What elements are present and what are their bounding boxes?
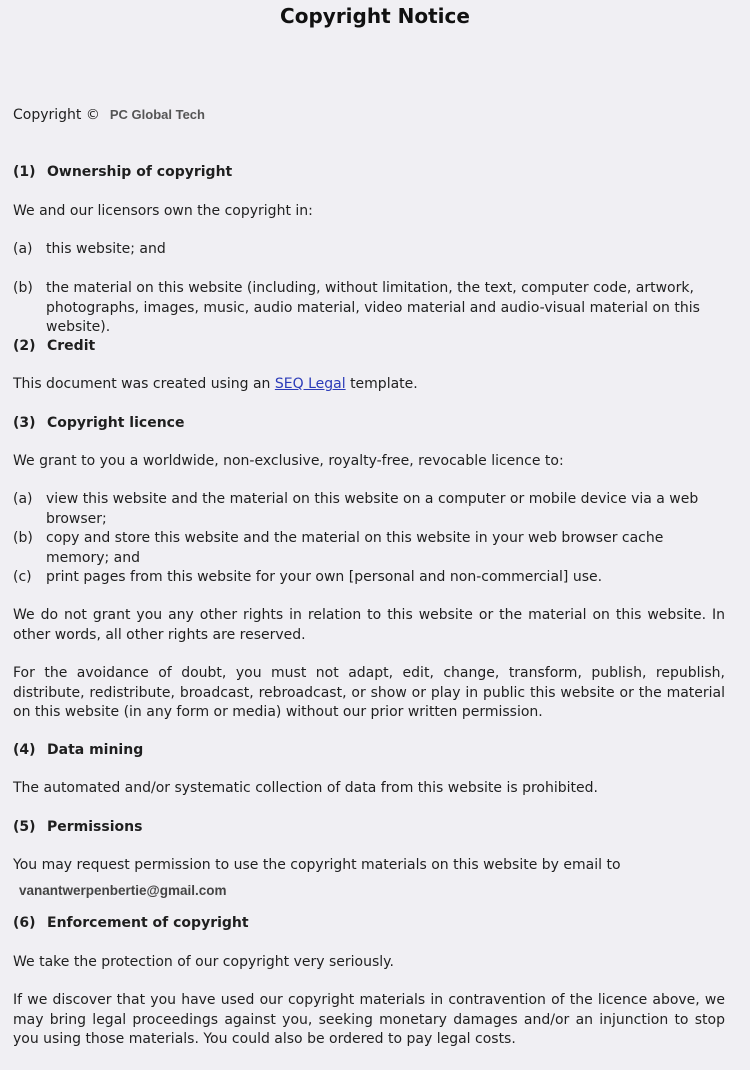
section-3-paragraph-1: We do not grant you any other rights in relation to this website or the material on this website. In other words, all other rights are reserved. bbox=[13, 607, 725, 643]
item-label: (a) bbox=[13, 491, 33, 507]
section-title: Permissions bbox=[47, 819, 143, 835]
item-text: this website; and bbox=[46, 241, 166, 257]
credit-text-after: template. bbox=[350, 376, 418, 392]
item-label: (b) bbox=[13, 530, 33, 546]
section-1-item-a bbox=[13, 240, 725, 260]
section-4-text: The automated and/or systematic collection of data from this website is prohibited. bbox=[13, 780, 598, 796]
copyright-line bbox=[13, 105, 725, 126]
section-3-heading bbox=[13, 414, 725, 434]
item-label: (c) bbox=[13, 569, 32, 585]
section-number: (5) bbox=[13, 819, 36, 835]
section-3-paragraph-2: For the avoidance of doubt, you must not adapt, edit, change, transform, publish, republish, distribute, redistribute, broadcast, rebroadcast, or show or play in public this website or the material on this website (in any form or media) without our prior written permission. bbox=[13, 665, 725, 720]
section-number: (6) bbox=[13, 915, 36, 931]
section-4-heading bbox=[13, 741, 725, 761]
section-5-text: You may request permission to use the copyright materials on this website by email to bbox=[13, 857, 621, 873]
item-label: (a) bbox=[13, 241, 33, 257]
section-3-intro: We grant to you a worldwide, non-exclusive, royalty-free, revocable licence to: bbox=[13, 453, 564, 469]
section-number: (2) bbox=[13, 338, 36, 354]
section-1-intro: We and our licensors own the copyright in: bbox=[13, 203, 313, 219]
section-title: Credit bbox=[47, 338, 96, 354]
copyright-prefix: Copyright © bbox=[13, 107, 100, 123]
item-text: view this website and the material on this website on a computer or mobile device via a web browser; bbox=[46, 491, 699, 527]
page-title: Copyright Notice bbox=[280, 4, 470, 28]
section-2-heading bbox=[13, 337, 725, 357]
section-1-item-b bbox=[13, 279, 725, 338]
section-6-paragraph-2: If we discover that you have used our copyright materials in contravention of the licence above, we may bring legal proceedings against you, seeking monetary damages and/or an injunction to stop you using those materials. You could also be ordered to pay legal costs. bbox=[13, 992, 725, 1047]
item-label: (b) bbox=[13, 280, 33, 296]
section-3-item-c bbox=[13, 568, 725, 588]
section-number: (4) bbox=[13, 742, 36, 758]
section-title: Ownership of copyright bbox=[47, 164, 233, 180]
section-1-heading bbox=[13, 163, 725, 183]
section-title: Copyright licence bbox=[47, 415, 185, 431]
section-6-paragraph-1: We take the protection of our copyright very seriously. bbox=[13, 954, 394, 970]
item-text: copy and store this website and the material on this website in your web browser cache memory; and bbox=[46, 530, 664, 566]
section-6-heading bbox=[13, 914, 725, 934]
section-number: (1) bbox=[13, 164, 36, 180]
section-number: (3) bbox=[13, 415, 36, 431]
seq-legal-link[interactable]: SEQ Legal bbox=[274, 376, 346, 392]
section-3-item-b bbox=[13, 529, 725, 568]
item-text: print pages from this website for your own [personal and non-commercial] use. bbox=[46, 569, 603, 585]
item-text: the material on this website (including, without limitation, the text, computer code, artwork, photographs, images, music, audio material, video material and audio-visual material on this website). bbox=[46, 280, 700, 335]
section-5-heading bbox=[13, 818, 725, 838]
contact-email[interactable]: vanantwerpenbertie@gmail.com bbox=[19, 883, 227, 898]
credit-text-before: This document was created using an bbox=[13, 376, 271, 392]
section-3-item-a bbox=[13, 490, 725, 529]
section-title: Enforcement of copyright bbox=[47, 915, 249, 931]
credit-text bbox=[13, 375, 725, 395]
company-name: PC Global Tech bbox=[109, 107, 205, 122]
section-title: Data mining bbox=[47, 742, 144, 758]
